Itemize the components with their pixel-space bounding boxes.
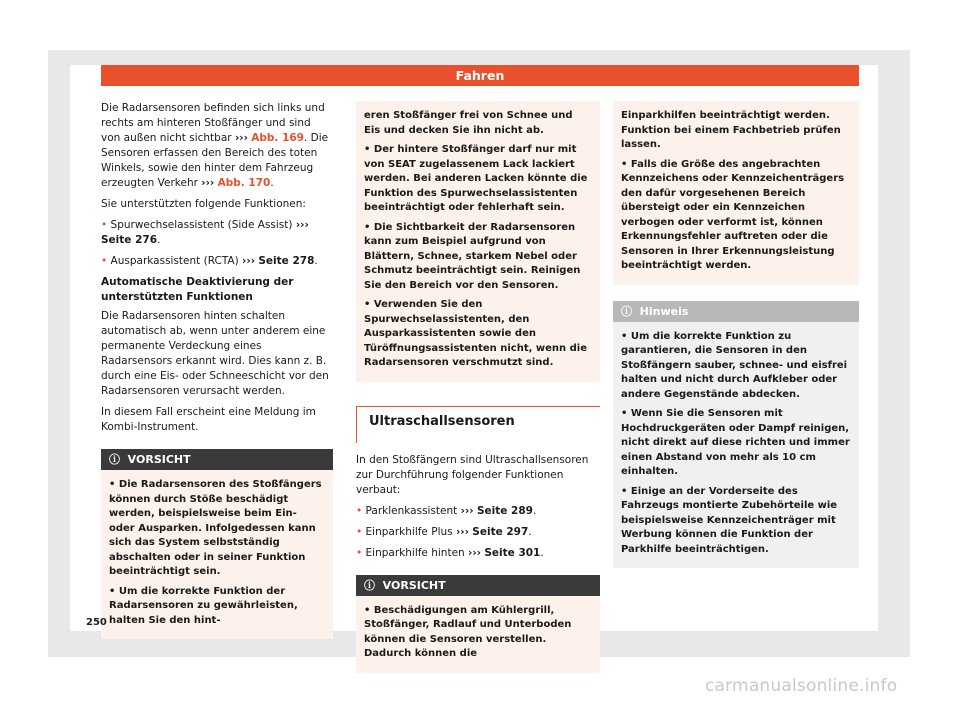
link-seite-289[interactable]: Seite 289: [476, 504, 533, 517]
link-seite-276[interactable]: Seite 276: [101, 234, 157, 246]
caution-continued-box: Einparkhilfen beeinträchtigt werden. Funktion bei einem Fachbetrieb prüfen lassen. • Falls die Größe des angebrachten Kennzeichens oder Kennzeichenträgers den dafür vorgesehenen Bereich übersteigt oder ein Kennzeichen verbogen oder verformt ist, können Erkennungsfehler auftreten oder die Sensoren in Ihrer Erkennungsleistung beeinträchtigt werden.: [613, 101, 859, 285]
column-3: [613, 101, 859, 568]
note-body: [613, 322, 859, 569]
link-abb-169[interactable]: Abb. 169: [251, 132, 304, 144]
caution-item: • Um die korrekte Funktion der Radarsensoren zu gewährleisten, halten Sie den hint-: [109, 585, 298, 626]
caution-box: [101, 449, 333, 639]
note-item: • Wenn Sie die Sensoren mit Hochdruckgeräten oder Dampf reinigen, nicht direkt auf diese richten und immer einen Abstand von mehr als 10 cm einhalten.: [621, 408, 850, 477]
caution-item: • Die Sichtbarkeit der Radarsensoren kann zum Beispiel aufgrund von Blättern, Schnee, starkem Nebel oder Schmutz beeinträchtigt sein. Reinigen Sie den Bereich vor den Sensoren.: [364, 221, 581, 291]
note-item: • Einige an der Vorderseite des Fahrzeugs montierte Zubehörteile wie beispielsweise Kennzeichenträger mit Werbung können die Funktion der Parkhilfe beeinträchtigen.: [621, 485, 838, 555]
list-item: • Ausparkassistent (RCTA) ››› Seite 278.: [101, 255, 318, 267]
subheading: Automatische Deaktivierung der unterstützten Funktionen: [101, 276, 294, 303]
column-2: [356, 101, 600, 673]
caution-item: • Beschädigungen am Kühlergrill, Stoßfänger, Radlauf und Unterboden können die Sensoren verstellen. Dadurch können die: [364, 604, 572, 659]
caution-header: ⓘ VORSICHT: [101, 449, 333, 470]
warning-icon: ⓘ: [364, 578, 375, 592]
intro-paragraph: Die Radarsensoren befinden sich links und rechts am hinteren Stoßfänger und sind von außen nicht sichtbar ››› Abb. 169. Die Sensoren erfassen den Bereich des toten Winkels, sowie den hinter dem Fahrzeug erzeugten Verkehr ››› Abb. 170.: [101, 102, 329, 189]
link-seite-278[interactable]: Seite 278: [258, 255, 315, 267]
caution-item: • Der hintere Stoßfänger darf nur mit von SEAT zugelassenem Lack lackiert werden. Bei anderen Lacken könnte die Funktion des Spurwechselassistenten beeinträchtigt oder fehlerhaft sein.: [364, 144, 588, 213]
caution-body: [101, 470, 333, 639]
note-header: ⓘ Hinweis: [613, 301, 859, 322]
caution-continued-box: eren Stoßfänger frei von Schnee und Eis und decken Sie ihn nicht ab. • Der hintere Stoßfänger darf nur mit von SEAT zugelassenem Lack lackiert werden. Bei anderen Lacken könnte die Funktion des Spurwechselassistenten beeinträchtigt oder fehlerhaft sein. • Die Sichtbarkeit der Radarsensoren kann zum Beispiel aufgrund von Blättern, Schnee, starkem Nebel oder Schmutz beeinträchtigt sein. Reinigen Sie den Bereich vor den Sensoren. • Verwenden Sie den Spurwechselassistenten, den Ausparkassistenten sowie den Türöffnungsassistenten nicht, wenn die Radarsensoren verschmutzt sind.: [356, 101, 600, 382]
link-seite-301[interactable]: Seite 301: [484, 546, 541, 559]
list-item: • Spurwechselassistent (Side Assist) ››› Seite 276.: [101, 219, 309, 246]
caution-item: • Falls die Größe des angebrachten Kennzeichens oder Kennzeichenträgers den dafür vorgesehenen Bereich übersteigt oder ein Kennzeichen verbogen oder verformt ist, können Erkennungsfehler auftreten oder die Sensoren in Ihrer Erkennungsleistung beeinträchtigt werden.: [621, 158, 845, 271]
link-abb-170[interactable]: Abb. 170: [217, 177, 271, 189]
caution-item: • Verwenden Sie den Spurwechselassistenten, den Ausparkassistenten sowie den Türöffnungsassistenten nicht, wenn die Radarsensoren verschmutzt sind.: [364, 299, 587, 368]
note-item: • Um die korrekte Funktion zu garantieren, die Sensoren in den Stoßfängern sauber, schnee- und eisfrei halten und nicht durch Aufkleber oder andere Gegenstände abdecken.: [621, 330, 848, 400]
caution-item: • Die Radarsensoren des Stoßfängers können durch Stöße beschädigt werden, beispielsweise beim Ein- oder Ausparken. Infolgedessen kann sich das System selbstständig abschalten oder in seiner Funktion beeinträchtigt sein.: [109, 479, 322, 577]
section-heading-wrap: [356, 406, 600, 443]
caution-header: ⓘ VORSICHT: [356, 575, 600, 596]
page-header: Fahren: [101, 65, 859, 86]
message-paragraph: In diesem Fall erscheint eine Meldung im Kombi-Instrument.: [101, 406, 316, 433]
list-item: • Einparkhilfe hinten ››› Seite 301.: [356, 546, 544, 559]
watermark: carmanualsonline.info: [705, 676, 898, 696]
list-item: • Parklenkassistent ››› Seite 289.: [356, 504, 537, 517]
info-icon: ⓘ: [621, 304, 632, 318]
deactivation-paragraph: Die Radarsensoren hinten schalten automatisch ab, wenn unter anderem eine permanente Verdeckung eines Radarsensors erkannt wird. Dies kann z. B. durch eine Eis- oder Schneeschicht vor den Radarsensoren verursacht werden.: [101, 310, 329, 397]
caution-box: [356, 575, 600, 673]
column-1: [101, 101, 333, 639]
page-number: 250: [86, 617, 107, 628]
functions-intro: Sie unterstützten folgende Funktionen:: [101, 198, 306, 210]
caution-body: [356, 596, 600, 673]
section-title: Ultraschallsensoren: [369, 413, 515, 429]
ultrasonic-paragraph: In den Stoßfängern sind Ultraschallsensoren zur Durchführung folgender Funktionen verbaut:: [356, 453, 589, 496]
warning-icon: ⓘ: [109, 453, 120, 466]
note-box: [613, 301, 859, 569]
link-seite-297[interactable]: Seite 297: [472, 525, 529, 538]
list-item: • Einparkhilfe Plus ››› Seite 297.: [356, 525, 532, 538]
